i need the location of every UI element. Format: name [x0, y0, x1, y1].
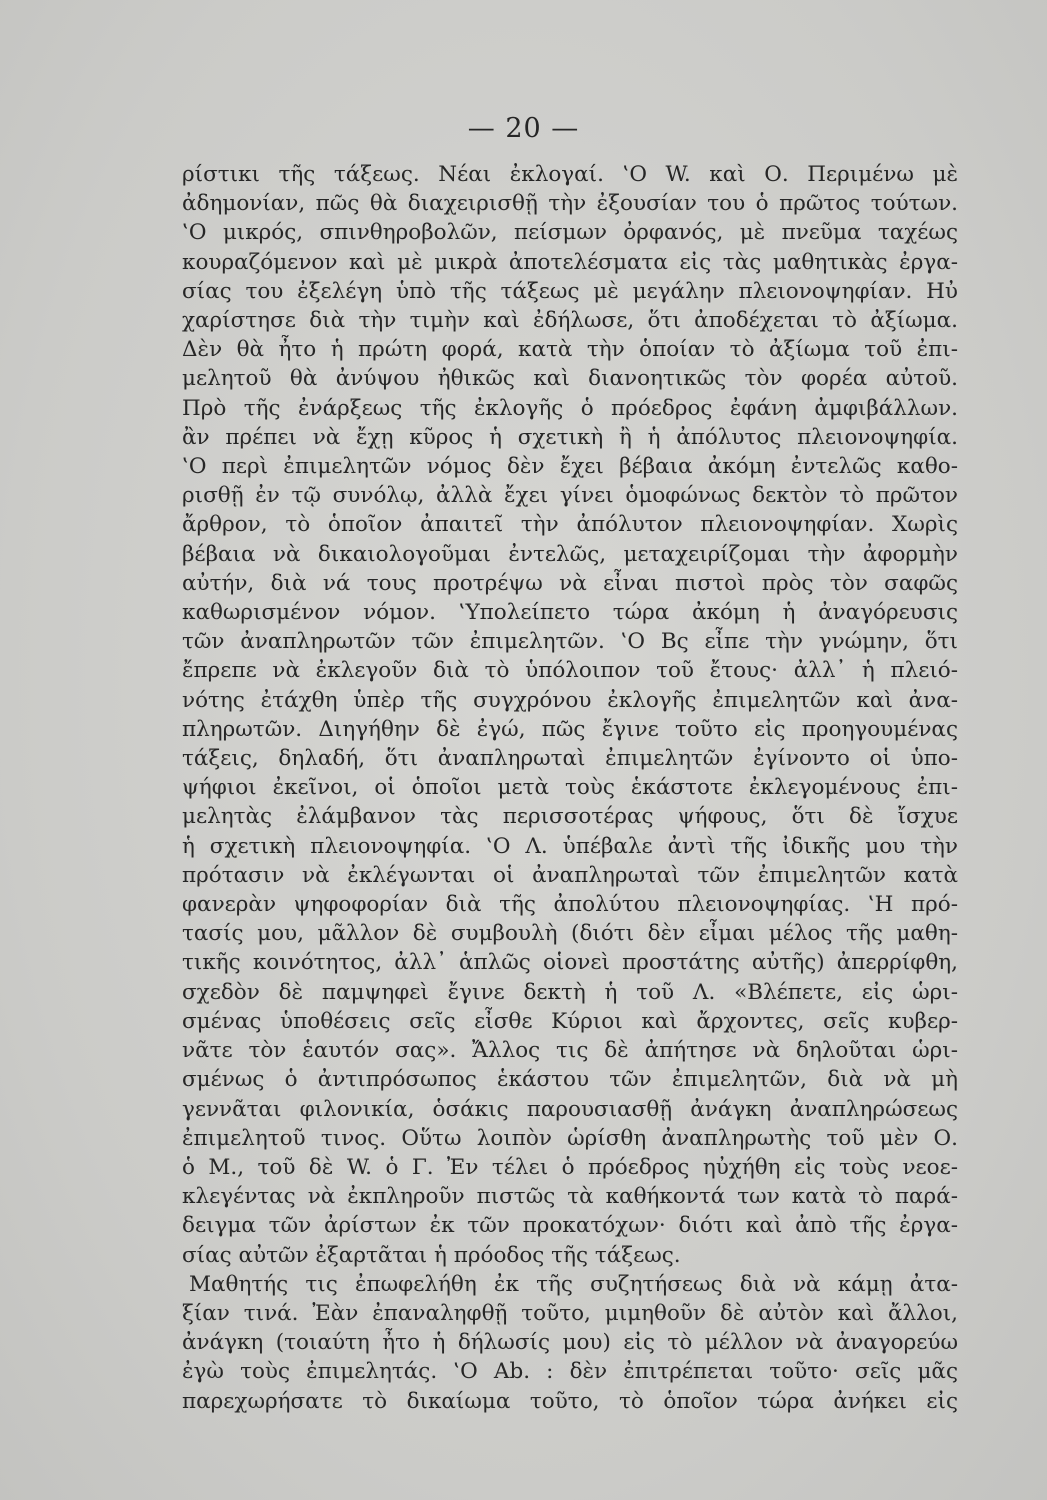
text-line: νότης ἐτάχθη ὑπὲρ τῆς συγχρόνου ἐκλογῆς ἐπιμελητῶν καὶ ἀνα-	[182, 687, 958, 713]
text-line: καθωρισμένον νόμον. ‛Υπολείπετο τώρα ἀκόμη ἡ ἀναγόρευσις	[182, 600, 958, 626]
text-line: ρίστικι τῆς τάξεως. Νέαι ἐκλογαί. ‛Ο W. καὶ Ο. Περιμένω μὲ	[182, 162, 958, 187]
text-line: ρισθῇ ἐν τῷ συνόλῳ, ἀλλὰ ἔχει γίνει ὁμοφώνως δεκτὸν τὸ πρῶτον	[182, 483, 958, 509]
text-line: ἔπρεπε νὰ ἐκλεγοῦν διὰ τὸ ὑπόλοιπον τοῦ ἔτους· ἀλλ᾿ ἡ πλειό-	[182, 658, 958, 684]
text-line: τασίς μου, μᾶλλον δὲ συμβουλὴ (διότι δὲν εἶμαι μέλος τῆς μαθη-	[182, 921, 958, 947]
text-line: Δὲν θὰ ἦτο ἡ πρώτη φορά, κατὰ τὴν ὁποίαν τὸ ἀξίωμα τοῦ ἐπι-	[182, 337, 958, 363]
text-line: ἡ σχετικὴ πλειονοψηφία. ‛Ο Λ. ὑπέβαλε ἀντὶ τῆς ἰδικῆς μου τὴν	[182, 833, 958, 859]
text-line: Μαθητής τις ἐπωφελήθη ἐκ τῆς συζητήσεως διὰ νὰ κάμῃ ἀτα-	[189, 1271, 958, 1297]
text-line: γεννᾶται φιλονικία, ὁσάκις παρουσιασθῇ ἀνάγκη ἀναπληρώσεως	[182, 1096, 958, 1122]
text-line: τῶν ἀναπληρωτῶν τῶν ἐπιμελητῶν. ‛Ο Βς εἶπε τὴν γνώμην, ὅτι	[182, 629, 958, 655]
text-line: μελητοῦ θὰ ἀνύψου ἠθικῶς καὶ διανοητικῶς τὸν φορέα αὐτοῦ.	[182, 366, 958, 392]
text-line: ἀνάγκη (τοιαύτη ἦτο ἡ δήλωσίς μου) εἰς τὸ μέλλον νὰ ἀναγορεύω	[182, 1330, 958, 1356]
text-line: αὐτήν, διὰ νά τους προτρέψω νὰ εἶναι πιστοὶ πρὸς τὸν σαφῶς	[182, 570, 958, 596]
text-line: ἀδημονίαν, πῶς θὰ διαχειρισθῇ τὴν ἐξουσίαν του ὁ πρῶτος τούτων.	[182, 191, 958, 217]
text-line: ἐπιμελητοῦ τινος. Οὕτω λοιπὸν ὡρίσθη ἀναπληρωτὴς τοῦ μὲν Ο.	[182, 1125, 958, 1151]
page-number: — 20 —	[467, 113, 580, 144]
text-line: φανερὰν ψηφοφορίαν διὰ τῆς ἀπολύτου πλειονοψηφίας. ‛Η πρό-	[182, 892, 958, 918]
text-line: παρεχωρήσατε τὸ δικαίωμα τοῦτο, τὸ ὁποῖον τώρα ἀνήκει εἰς	[182, 1388, 958, 1414]
text-line: τάξεις, δηλαδή, ὅτι ἀναπληρωταὶ ἐπιμελητῶν ἐγίνοντο οἱ ὑπο-	[182, 746, 958, 772]
text-line: ψήφιοι ἐκεῖνοι, οἱ ὁποῖοι μετὰ τοὺς ἑκάστοτε ἐκλεγομένους ἐπι-	[182, 775, 958, 801]
text-line: βέβαια νὰ δικαιολογοῦμαι ἐντελῶς, μεταχειρίζομαι τὴν ἀφορμὴν	[182, 541, 958, 567]
text-line: ‛Ο μικρός, σπινθηροβολῶν, πείσμων ὀρφανός, μὲ πνεῦμα ταχέως	[182, 220, 958, 246]
text-line: νᾶτε τὸν ἑαυτόν σας». Ἄλλος τις δὲ ἀπήτησε νὰ δηλοῦται ὡρι-	[182, 1038, 958, 1064]
text-line: τικῆς κοινότητος, ἀλλ᾿ ἁπλῶς οἱονεὶ προστάτης αὐτῆς) ἀπερρίφθη,	[182, 950, 958, 976]
text-line: κουραζόμενον καὶ μὲ μικρὰ ἀποτελέσματα εἰς τὰς μαθητικὰς ἐργα-	[182, 249, 958, 275]
text-line: δειγμα τῶν ἀρίστων ἐκ τῶν προκατόχων· διότι καὶ ἀπὸ τῆς ἐργα-	[182, 1213, 958, 1239]
text-line: ‛Ο περὶ ἐπιμελητῶν νόμος δὲν ἔχει βέβαια ἀκόμη ἐντελῶς καθο-	[182, 454, 958, 480]
text-line: ἐγὼ τοὺς ἐπιμελητάς. ‛Ο Ab. : δὲν ἐπιτρέπεται τοῦτο· σεῖς μᾶς	[182, 1359, 958, 1385]
text-line: πληρωτῶν. Διηγήθην δὲ ἐγώ, πῶς ἔγινε τοῦτο εἰς προηγουμένας	[182, 716, 958, 742]
text-line: Πρὸ τῆς ἐνάρξεως τῆς ἐκλογῆς ὁ πρόεδρος ἐφάνη ἀμφιβάλλων.	[182, 395, 958, 421]
text-line: σίας του ἐξελέγη ὑπὸ τῆς τάξεως μὲ μεγάλην πλειονοψηφίαν. Ηὐ	[182, 278, 958, 304]
text-line: πρότασιν νὰ ἐκλέγωνται οἱ ἀναπληρωταὶ τῶν ἐπιμελητῶν κατὰ	[182, 862, 958, 888]
text-line: μελητὰς ἐλάμβανον τὰς περισσοτέρας ψήφους, ὅτι δὲ ἴσχυε	[182, 804, 958, 830]
text-line: ἄρθρον, τὸ ὁποῖον ἀπαιτεῖ τὴν ἀπόλυτον πλειονοψηφίαν. Χωρὶς	[182, 512, 958, 538]
text-line: σμένως ὁ ἀντιπρόσωπος ἑκάστου τῶν ἐπιμελητῶν, διὰ νὰ μὴ	[182, 1067, 958, 1093]
text-line: ὁ Μ., τοῦ δὲ W. ὁ Γ. Ἐν τέλει ὁ πρόεδρος ηὐχήθη εἰς τοὺς νεοε-	[182, 1154, 958, 1180]
text-line: ἂν πρέπει νὰ ἔχῃ κῦρος ἡ σχετικὴ ἢ ἡ ἀπόλυτος πλειονοψηφία.	[182, 424, 958, 450]
text-line: ξίαν τινά. Ἐὰν ἐπαναληφθῇ τοῦτο, μιμηθοῦν δὲ αὐτὸν καὶ ἄλλοι,	[182, 1300, 958, 1326]
text-line: σχεδὸν δὲ παμψηφεὶ ἔγινε δεκτὴ ἡ τοῦ Λ. «Βλέπετε, εἰς ὡρι-	[182, 979, 958, 1005]
body-text	[182, 160, 958, 1416]
text-line: κλεγέντας νὰ ἐκπληροῦν πιστῶς τὰ καθήκοντά των κατὰ τὸ παρά-	[182, 1184, 958, 1210]
text-line: σίας αὐτῶν ἐξαρτᾶται ἡ πρόοδος τῆς τάξεως.	[182, 1242, 681, 1268]
text-line: χαρίστησε διὰ τὴν τιμὴν καὶ ἐδήλωσε, ὅτι ἀποδέχεται τὸ ἀξίωμα.	[182, 308, 958, 334]
text-line: σμένας ὑποθέσεις σεῖς εἶσθε Κύριοι καὶ ἄρχοντες, σεῖς κυβερ-	[182, 1008, 958, 1034]
